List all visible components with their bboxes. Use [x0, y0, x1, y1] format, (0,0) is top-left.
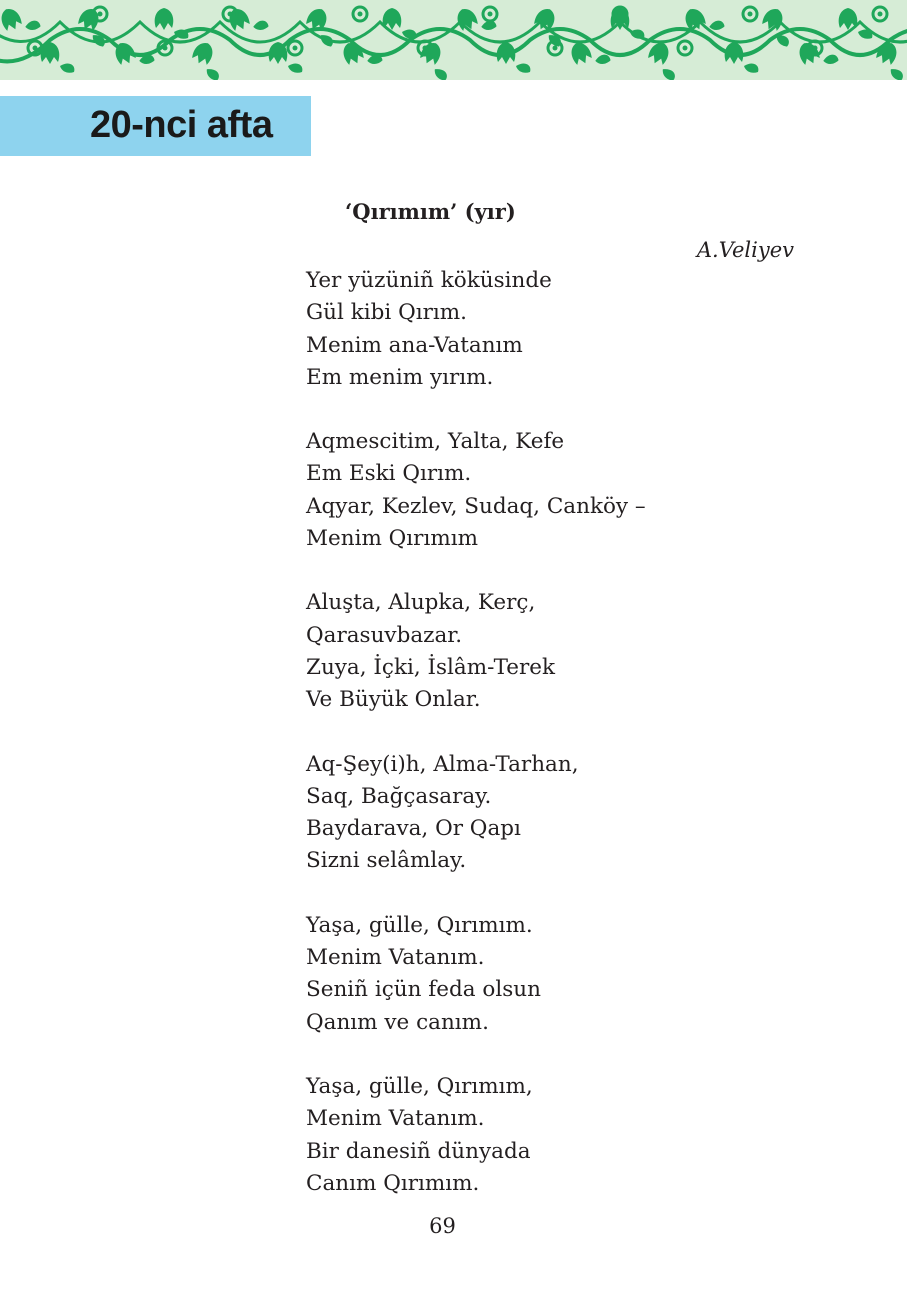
poem-body: [306, 265, 866, 1232]
verse-line: Aluşta, Alupka, Kerç,: [306, 590, 536, 616]
verse-line: Menim ana-Vatanım: [306, 332, 523, 358]
verse-line: Yaşa, gülle, Qırımım,: [306, 1073, 533, 1099]
verse-line: Menim Vatanım.: [306, 1106, 485, 1132]
verse-line: Em menim yırım.: [306, 364, 494, 390]
poem-author: A.Veliyev: [696, 238, 794, 262]
verse-line: Bir danesiñ dünyada: [306, 1138, 531, 1164]
ornament-band: [0, 0, 907, 80]
verse-line: Saq, Bağçasaray.: [306, 783, 492, 809]
stanza: [306, 749, 866, 878]
verse-line: Menim Qırımım: [306, 526, 478, 552]
verse-line: Seniñ içün feda olsun: [306, 977, 541, 1003]
verse-line: Baydarava, Or Qapı: [306, 816, 521, 842]
verse-line: Menim Vatanım.: [306, 945, 485, 971]
verse-line: Zuya, İçki, İslâm-Terek: [306, 654, 556, 680]
stanza: [306, 426, 866, 555]
verse-line: Qanım ve canım.: [306, 1009, 489, 1035]
verse-line: Em Eski Qırım.: [306, 461, 472, 487]
poem-title: ‘Qırımım’ (yır): [345, 199, 516, 224]
verse-line: Qarasuvbazar.: [306, 622, 463, 648]
page-number: 69: [429, 1214, 456, 1238]
week-title: 20-nci afta: [90, 104, 273, 146]
verse-line: Yaşa, gülle, Qırımım.: [306, 912, 533, 938]
stanza: [306, 265, 866, 394]
verse-line: Aqyar, Kezlev, Sudaq, Canköy –: [306, 493, 646, 519]
verse-line: Canım Qırımım.: [306, 1170, 480, 1196]
floral-vine-ornament-icon: [0, 0, 907, 80]
stanza: [306, 587, 866, 716]
verse-line: Gül kibi Qırım.: [306, 300, 467, 326]
verse-line: Ve Büyük Onlar.: [306, 687, 481, 713]
stanza: [306, 1071, 866, 1200]
verse-line: Aqmescitim, Yalta, Kefe: [306, 429, 565, 455]
verse-line: Yer yüzüniñ köküsinde: [306, 268, 552, 293]
stanza: [306, 910, 866, 1039]
verse-line: Aq-Şey(i)h, Alma-Tarhan,: [306, 751, 579, 777]
verse-line: Sizni selâmlay.: [306, 848, 467, 874]
